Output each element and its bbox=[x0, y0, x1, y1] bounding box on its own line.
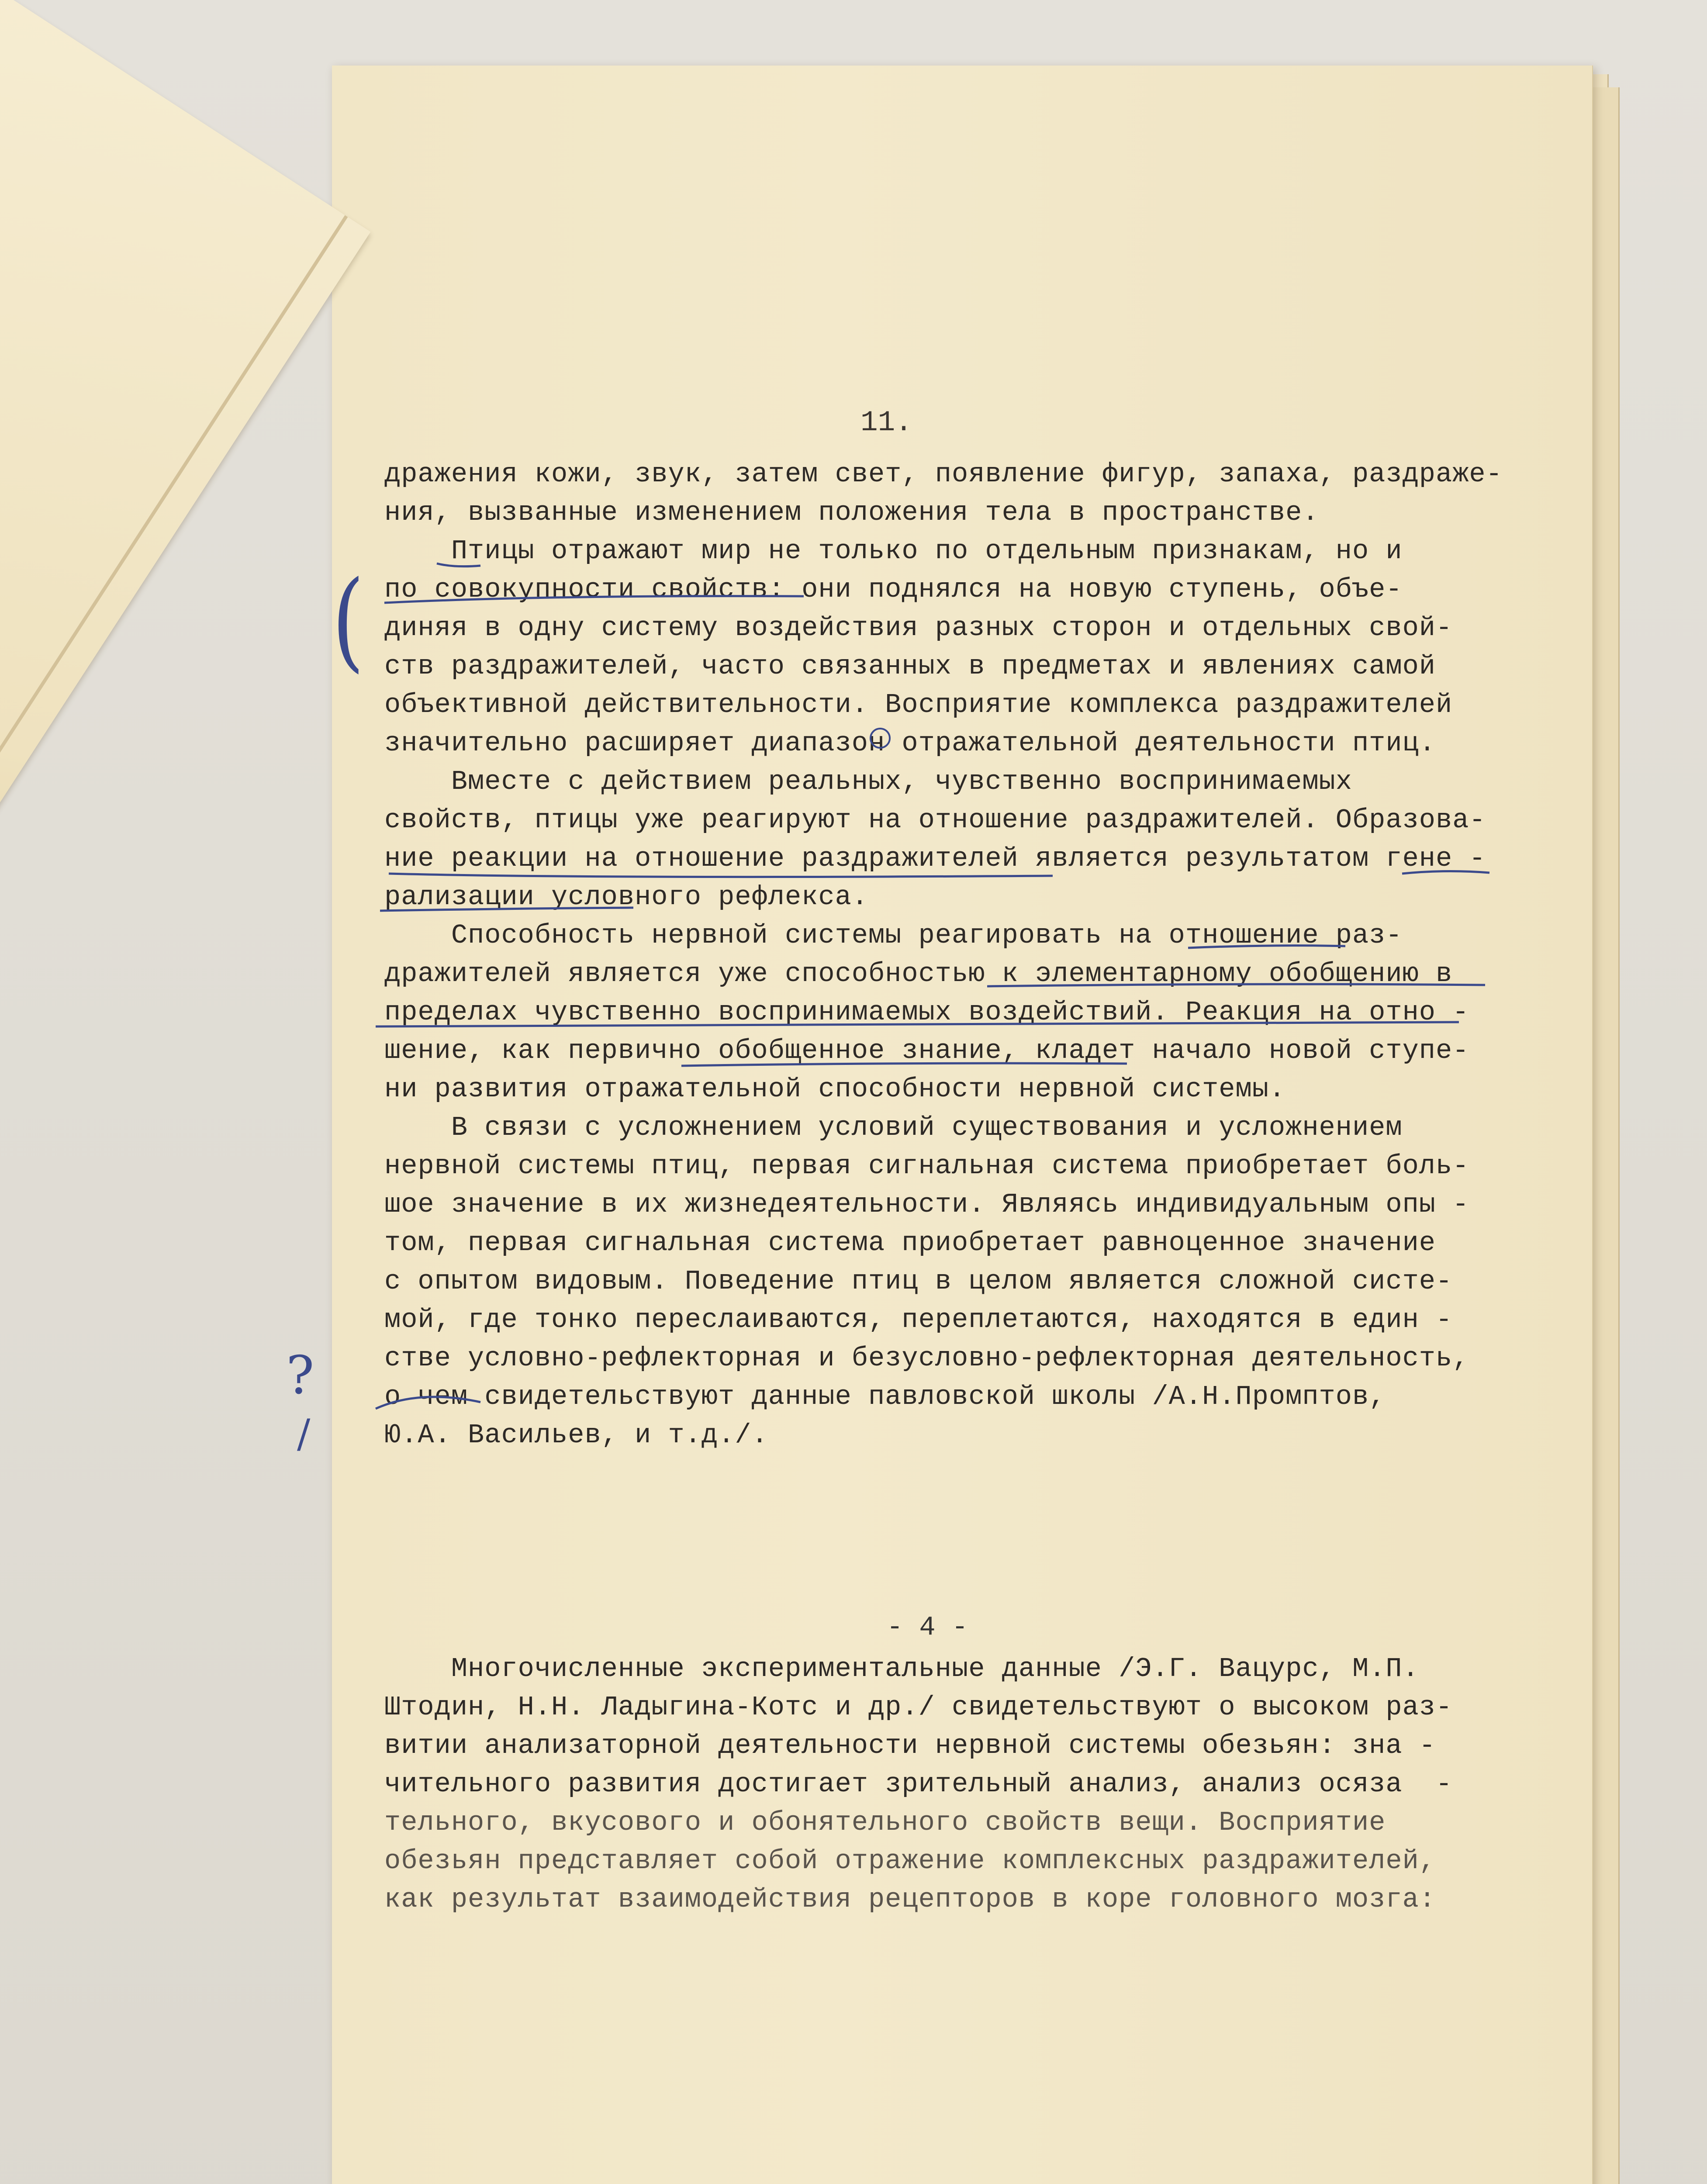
text-line: диняя в одну систему воздействия разных сторон и отдельных свой- bbox=[384, 612, 1453, 643]
text-line: шение, как первично обобщенное знание, кладет начало новой ступе- bbox=[384, 1035, 1469, 1066]
text-line: тельного, вкусового и обонятельного свойств вещи. Восприятие bbox=[384, 1807, 1386, 1838]
text-line: обезьян представляет собой отражение комплексных раздражителей, bbox=[384, 1845, 1436, 1876]
text-line: чительного развития достигает зрительный анализ, анализ осяза - bbox=[384, 1769, 1453, 1800]
underline-pervichno bbox=[681, 1063, 1127, 1066]
text-line: объективной действительности. Восприятие комплекса раздражителей bbox=[384, 689, 1453, 720]
section-divider: - 4 - bbox=[887, 1612, 968, 1643]
text-line: пределах чувственно воспринимаемых воздействий. Реакция на отно - bbox=[384, 997, 1469, 1028]
text-line: как результат взаимодействия рецепторов в коре головного мозга: bbox=[384, 1884, 1436, 1915]
margin-question-mark: ? bbox=[286, 1345, 314, 1406]
text-line: ния, вызванные изменением положения тела в пространстве. bbox=[384, 497, 1319, 528]
underline-gene bbox=[1402, 871, 1489, 874]
text-line: рализации условного рефлекса. bbox=[384, 881, 868, 912]
text-line: шое значение в их жизнедеятельности. Являясь индивидуальным опы - bbox=[384, 1189, 1469, 1220]
document-page bbox=[332, 66, 1593, 2184]
underline-obobscheniyu bbox=[987, 984, 1485, 986]
text-line: Птицы отражают мир не только по отдельным признакам, но и bbox=[384, 536, 1403, 567]
text-line: ств раздражителей, часто связанных в предметах и явлениях самой bbox=[384, 651, 1436, 682]
text-line: ние реакции на отношение раздражителей является результатом гене - bbox=[384, 843, 1486, 874]
margin-slash-mark: / bbox=[297, 1411, 311, 1457]
text-line: свойств, птицы уже реагируют на отношение раздражителей. Образова- bbox=[384, 805, 1486, 836]
underline-predelakh bbox=[376, 1022, 1459, 1026]
text-line: дражителей является уже способностью к элементарному обобщению в bbox=[384, 958, 1453, 989]
text-line: Вместе с действием реальных, чувственно воспринимаемых bbox=[384, 766, 1352, 797]
page-number: 11. bbox=[860, 406, 912, 439]
underline-sovokupnosti bbox=[384, 596, 804, 603]
circle-mark-diapazon bbox=[871, 729, 890, 748]
text-line: стве условно-рефлекторная и безусловно-рефлекторная деятельность, bbox=[384, 1343, 1469, 1374]
previous-page-leaf bbox=[0, 0, 370, 928]
text-line: по совокупности свойств: они поднялся на новую ступень, объе- bbox=[384, 574, 1403, 605]
text-line: о чем свидетельствуют данные павловской школы /А.Н.Промптов, bbox=[384, 1381, 1386, 1412]
margin-bracket-mark: ( bbox=[332, 557, 365, 684]
text-line: В связи с усложнением условий существования и усложнением bbox=[384, 1112, 1403, 1143]
underline-ralizatsii bbox=[380, 908, 633, 911]
text-line: Многочисленные экспериментальные данные /Э.Г. Вацурс, М.П. bbox=[384, 1653, 1419, 1684]
text-line: том, первая сигнальная система приобретает равноценное значение bbox=[384, 1227, 1436, 1258]
underline-opytom bbox=[376, 1397, 480, 1409]
underline-ptitsy bbox=[437, 563, 480, 567]
text-line: дражения кожи, звук, затем свет, появление фигур, запаха, раздраже- bbox=[384, 459, 1503, 490]
text-line: нервной системы птиц, первая сигнальная система приобретает боль- bbox=[384, 1151, 1469, 1182]
text-line: значительно расширяет диапазон отражательной деятельности птиц. bbox=[384, 728, 1436, 759]
pen-annotations bbox=[332, 66, 1592, 2184]
text-line: ни развития отражательной способности нервной системы. bbox=[384, 1074, 1286, 1105]
leaf-edge bbox=[0, 215, 348, 913]
underline-otnoshenie bbox=[1188, 946, 1345, 948]
text-line: витии анализаторной деятельности нервной системы обезьян: зна - bbox=[384, 1730, 1436, 1761]
text-line: с опытом видовым. Поведение птиц в целом является сложной систе- bbox=[384, 1266, 1453, 1297]
text-line: мой, где тонко переслаиваются, переплетаются, находятся в един - bbox=[384, 1304, 1453, 1335]
text-line: Штодин, Н.Н. Ладыгина-Котс и др./ свидетельствуют о высоком раз- bbox=[384, 1692, 1453, 1723]
text-line: Ю.А. Васильев, и т.д./. bbox=[384, 1420, 768, 1451]
underline-reaktsii bbox=[389, 874, 1053, 877]
text-line: Способность нервной системы реагировать на отношение раз- bbox=[384, 920, 1403, 951]
